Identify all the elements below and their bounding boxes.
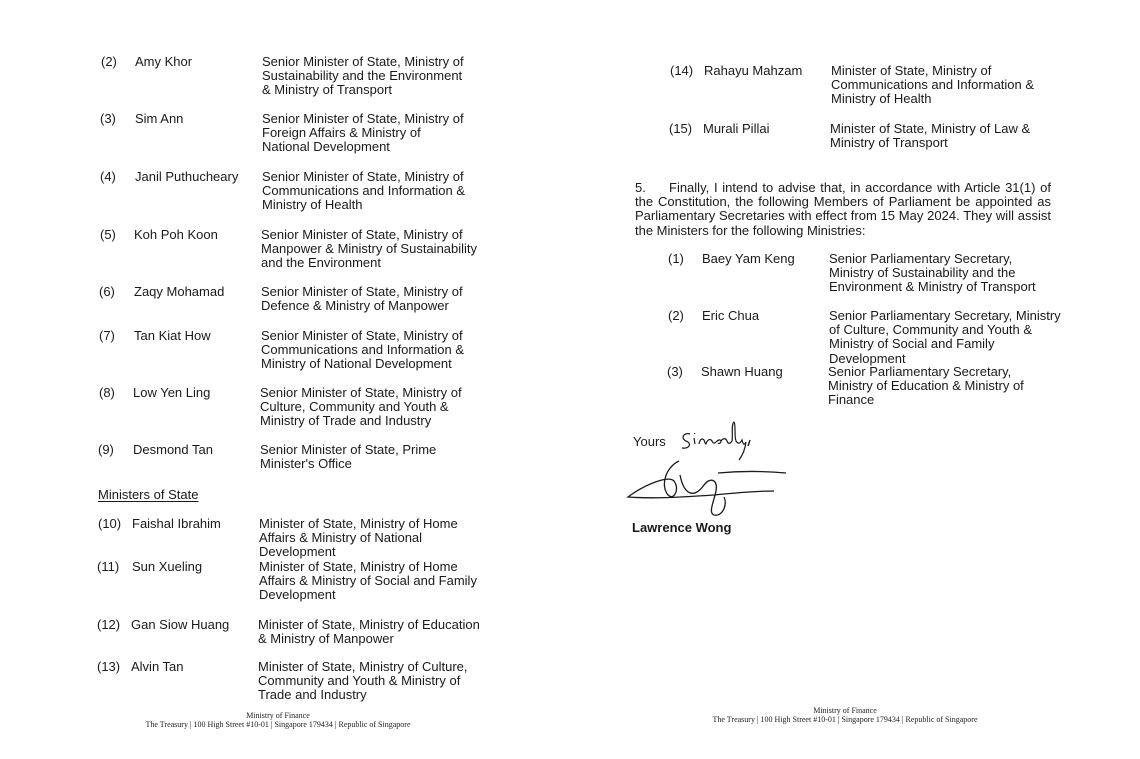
item-number: (10): [98, 516, 122, 531]
item-number: (15): [669, 121, 693, 136]
signature: [624, 455, 792, 519]
member-name: Sun Xueling: [132, 559, 203, 574]
item-number: (9): [98, 442, 114, 457]
footer-ministry: Ministry of Finance: [246, 711, 310, 720]
member-role: Senior Minister of State, Ministry of Communications and Information & Ministry of Health: [262, 169, 466, 213]
member-role: Senior Minister of State, Ministry of Communications and Information & Ministry of National Development: [261, 328, 465, 372]
item-number: (2): [668, 308, 684, 323]
footer-address: The Treasury | 100 High Street #10-01 | Singapore 179434 | Republic of Singapore: [712, 715, 978, 724]
member-name: Rahayu Mahzam: [704, 63, 803, 78]
member-role: Senior Minister of State, Ministry of Defence & Ministry of Manpower: [261, 284, 463, 314]
paragraph-number: 5.: [635, 180, 646, 195]
page-footer: [118, 712, 438, 729]
member-role: Senior Minister of State, Ministry of Sustainability and the Environment & Ministry of Transport: [262, 54, 464, 98]
member-name: Tan Kiat How: [134, 328, 211, 343]
item-number: (3): [100, 111, 116, 126]
section-heading-ministers-of-state: Ministers of State: [98, 487, 199, 502]
member-role: Senior Minister of State, Prime Minister's Office: [260, 442, 437, 472]
item-number: (8): [99, 385, 115, 400]
member-name: Zaqy Mohamad: [134, 284, 225, 299]
member-name: Shawn Huang: [701, 364, 783, 379]
member-role: Minister of State, Ministry of Law & Ministry of Transport: [830, 121, 1031, 151]
member-role: Senior Parliamentary Secretary, Ministry of Culture, Community and Youth & Ministry of Social and Family Development: [829, 308, 1061, 366]
item-number: (2): [101, 54, 117, 69]
signatory-name: Lawrence Wong: [632, 520, 732, 535]
item-number: (12): [97, 617, 121, 632]
footer-address: The Treasury | 100 High Street #10-01 | Singapore 179434 | Republic of Singapore: [145, 720, 411, 729]
paragraph-text: Finally, I intend to advise that, in accordance with Article 31(1) of the Constitution, the following Members of Parliament be appointed as Parliamentary Secretaries with effect from 15 May 2024. They will assist the Ministers for the following Ministries:: [635, 180, 1051, 238]
member-name: Faishal Ibrahim: [132, 516, 221, 531]
item-number: (4): [100, 169, 116, 184]
member-role: Senior Parliamentary Secretary, Ministry of Sustainability and the Environment & Ministry of Transport: [829, 251, 1036, 295]
member-role: Senior Parliamentary Secretary, Ministry of Education & Ministry of Finance: [828, 364, 1024, 408]
member-name: Amy Khor: [135, 54, 193, 69]
member-role: Minister of State, Ministry of Culture, Community and Youth & Ministry of Trade and Industry: [258, 659, 468, 703]
item-number: (13): [97, 659, 121, 674]
item-number: (7): [99, 328, 115, 343]
right-page: [570, 0, 1140, 759]
member-role: Senior Minister of State, Ministry of Foreign Affairs & Ministry of National Development: [262, 111, 464, 155]
member-name: Gan Siow Huang: [131, 617, 230, 632]
item-number: (11): [97, 559, 120, 574]
member-name: Koh Poh Koon: [134, 227, 218, 242]
item-number: (3): [667, 364, 683, 379]
member-role: Senior Minister of State, Ministry of Manpower & Ministry of Sustainability and the Environment: [261, 227, 478, 271]
paragraph-5: [635, 181, 1051, 238]
member-name: Murali Pillai: [703, 121, 770, 136]
page-footer: [685, 707, 1005, 724]
member-name: Alvin Tan: [131, 659, 184, 674]
member-role: Senior Minister of State, Ministry of Culture, Community and Youth & Ministry of Trade and Industry: [260, 385, 462, 429]
item-number: (14): [670, 63, 694, 78]
member-name: Eric Chua: [702, 308, 760, 323]
member-role: Minister of State, Ministry of Communications and Information & Ministry of Health: [831, 63, 1035, 107]
member-role: Minister of State, Ministry of Home Affairs & Ministry of Social and Family Development: [259, 559, 477, 603]
member-role: Minister of State, Ministry of Education & Ministry of Manpower: [258, 617, 480, 647]
item-number: (5): [100, 227, 116, 242]
item-number: (6): [99, 284, 115, 299]
closing-yours: Yours: [633, 434, 666, 449]
member-name: Janil Puthucheary: [135, 169, 239, 184]
member-name: Sim Ann: [135, 111, 184, 126]
member-role: Minister of State, Ministry of Home Affairs & Ministry of National Development: [259, 516, 458, 560]
member-name: Desmond Tan: [133, 442, 213, 457]
member-name: Baey Yam Keng: [702, 251, 795, 266]
item-number: (1): [668, 251, 684, 266]
member-name: Low Yen Ling: [133, 385, 211, 400]
footer-ministry: Ministry of Finance: [813, 706, 877, 715]
